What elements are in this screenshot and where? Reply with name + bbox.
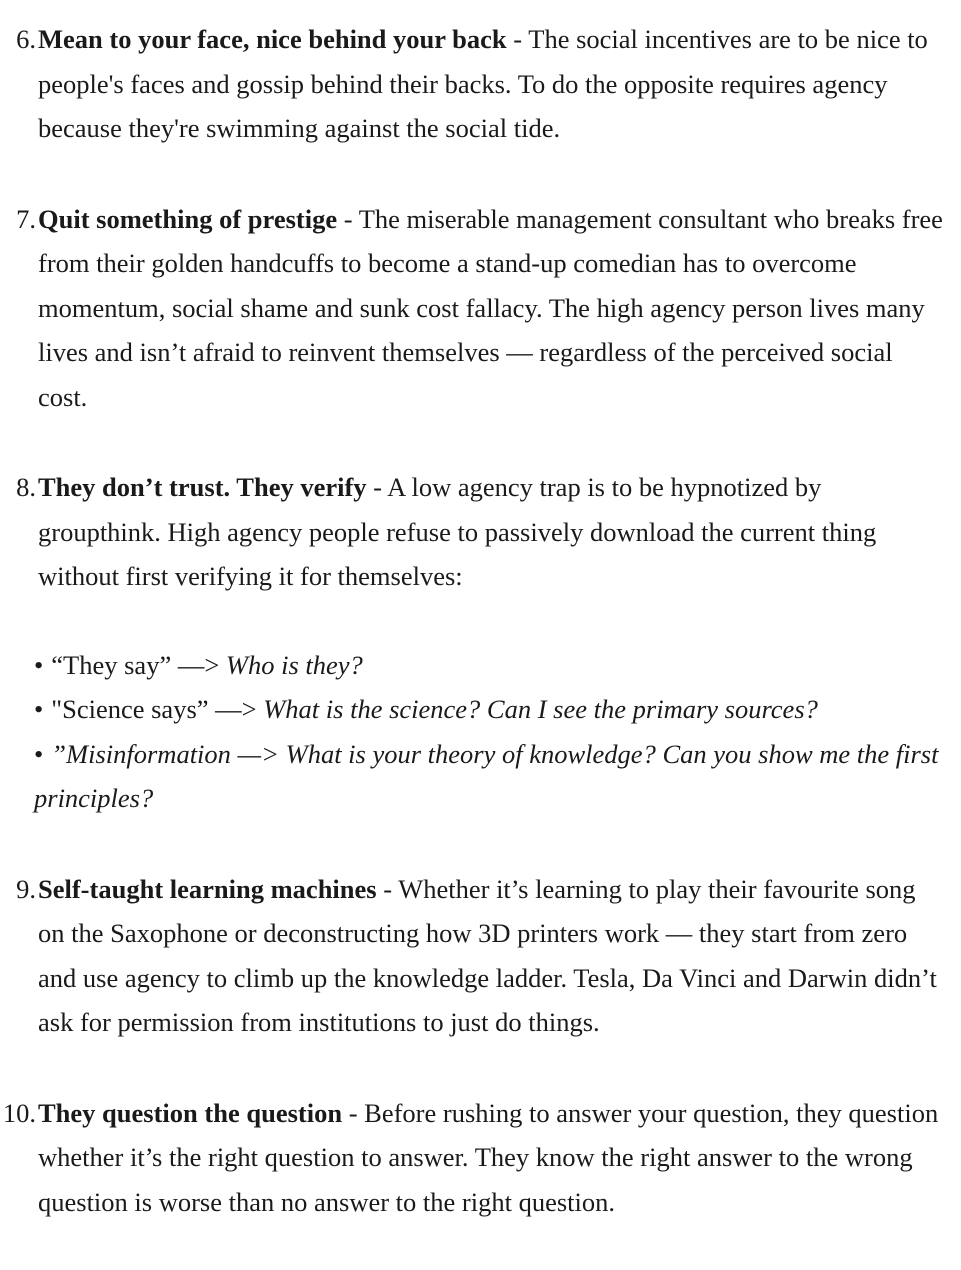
numbered-list [0,17,961,1224]
item-text: - Before rushing to answer your question, they question whether it’s the right question to answer. They know the right answer to the wrong question is worse than no answer to the right question. [38,1097,939,1217]
bullet-plain-text: "Science says” —> [51,694,264,724]
item-number: 6. [16,24,36,54]
bullet-italic-text: ”Misinformation —> What is your theory of knowledge? Can you show me the first principles? [34,738,939,813]
list-item [0,17,961,151]
list-item [0,197,961,420]
bullet-italic-text: Who is they? [225,649,363,680]
bullet-marker: • [34,649,44,680]
bullet-item [34,643,947,688]
item-title: Self-taught learning machines [38,873,377,904]
article-body [0,17,961,1270]
item-number: 10. [2,1097,36,1128]
item-title: They question the question [38,1097,343,1128]
bullet-list [34,643,947,821]
item-text: - The social incentives are to be nice to people's faces and gossip behind their backs. To do the opposite requires agency because they're swimming against the social tide. [38,24,928,143]
item-title: They don’t trust. They verify [38,472,367,502]
list-item [0,1091,961,1225]
bullet-plain-text: “They say” —> [51,649,226,680]
item-title: Mean to your face, nice behind your back [38,24,507,54]
item-number: 7. [16,203,36,234]
bullet-italic-text: What is the science? Can I see the primary sources? [263,694,818,724]
item-number: 9. [16,873,36,904]
list-item [0,465,961,821]
bullet-marker: • [34,738,44,769]
item-text: - The miserable management consultant who breaks free from their golden handcuffs to become a stand-up comedian has to overcome momentum, social shame and sunk cost fallacy. The high agency person lives many lives and isn’t afraid to reinvent themselves — regardless of the perceived social cost. [38,203,943,412]
item-text: - A low agency trap is to be hypnotized by groupthink. High agency people refuse to passively download the current thing without first verifying it for themselves: [38,472,877,591]
item-number: 8. [16,472,36,502]
bullet-item [34,687,947,732]
bullet-item [34,732,947,821]
bullet-marker: • [34,694,44,724]
list-item [0,867,961,1045]
item-text: - Whether it’s learning to play their favourite song on the Saxophone or deconstructing how 3D printers work — they start from zero and use agency to climb up the knowledge ladder. Tesla, Da Vinci and Darwin didn’t ask for permission from institutions to just do things. [38,873,937,1037]
item-title: Quit something of prestige [38,203,338,234]
